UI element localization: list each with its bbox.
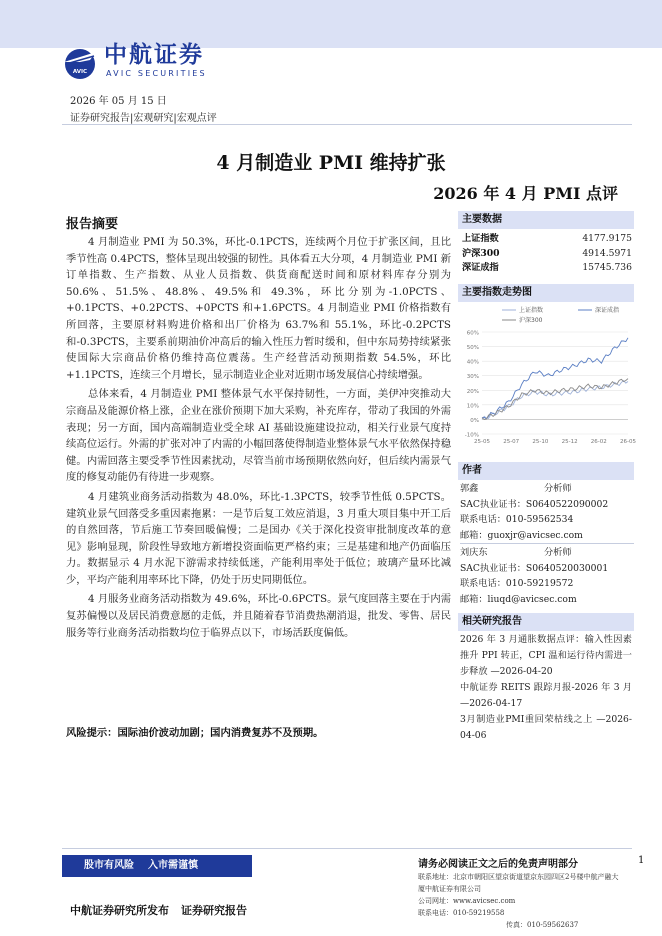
author-name: 郭鑫: [460, 483, 479, 494]
author-block: [460, 545, 634, 607]
related-report-link[interactable]: 中航证券 REITS 跟踪月报-2026 年 3 月 —2026-04-17: [460, 682, 632, 709]
author-sac: SAC执业证书：S0640520030001: [460, 562, 609, 574]
disclaimer-notice: 请务必阅读正文之后的免责声明部分: [418, 859, 578, 870]
related-reports-list: [460, 632, 632, 744]
index-trend-chart: [458, 302, 634, 452]
author-email[interactable]: 邮箱：liuqd@avicsec.com: [460, 593, 577, 605]
index-name: 深证成指: [462, 262, 499, 273]
key-data-table: [460, 232, 634, 276]
website[interactable]: 公司网址：www.avicsec.com: [418, 897, 516, 905]
x-tick-label: 25-07: [503, 439, 520, 445]
author-block: [460, 481, 634, 543]
key-data-row: [460, 261, 634, 276]
legend-label: 上证指数: [519, 307, 544, 314]
index-trend-chart-svg: [458, 302, 634, 452]
author-sac: SAC执业证书：S0640522090002: [460, 498, 609, 510]
authors-heading: 作者: [458, 462, 634, 480]
key-data-row: [460, 247, 634, 262]
author-role: 分析师: [544, 483, 572, 494]
summary-paragraph: 总体来看，4 月制造业 PMI 整体景气水平保持韧性，一方面，美伊冲突推动大宗商品及能源价格上涨，企业在涨价预期下加大采购，补充库存，带动了我国的外需表现；另一方面，国内高端制造业受全球 AI 基础设施建设拉动，相关行业景气度持续高位运行。外需的扩张对冲了内需的小幅回落使得制造业整体景气水平依然保持稳健。内需回落主要受季节性因素扰动，尽管当前市场预期依然向好，但后续内需景气度的修复动能仍有待进一步观察。: [66, 388, 451, 484]
report-category: 证券研究报告|宏观研究|宏观点评: [70, 113, 217, 124]
publisher: [70, 902, 247, 918]
related-report-link[interactable]: 2026 年 3 月通胀数据点评：输入性因素推升 PPI 转正，CPI 温和运行待内需进一步释放 —2026-04-20: [460, 634, 632, 677]
author-divider: [460, 543, 634, 544]
y-tick-label: 50%: [466, 345, 479, 352]
footer-divider: [62, 848, 632, 849]
index-value: 15745.736: [582, 262, 632, 273]
risk-banner: [62, 855, 252, 877]
legend-label: 深证成指: [595, 307, 620, 314]
y-tick-label: 10%: [466, 403, 479, 410]
author-role: 分析师: [544, 547, 572, 558]
y-tick-label: 20%: [466, 388, 479, 395]
related-heading: 相关研究报告: [458, 613, 634, 631]
y-tick-label: 40%: [466, 359, 479, 366]
risk-banner-text: 入市需谨慎: [148, 860, 198, 871]
index-name: 沪深300: [462, 247, 500, 259]
fax: 传真：010-59562637: [506, 921, 579, 929]
key-data-row: [460, 232, 634, 247]
summary-paragraph: 4 月建筑业商务活动指数为 48.0%，环比-1.3PCTS，较季节性低 0.5PCTS。建筑业景气回落受多重因素拖累：一是节后复工效应消退，3 月重大项目集中开工后的自然回落，节后施工节奏回暖偏慢；二是国办《关于深化投资审批制度改革的意见》影响显现，阶段性导致地方新增投资面临更严格约束；三是基建和地产仍面临压力。数据显示 4 月水泥下游需求持续低迷，产能利用率处于低位；玻璃产量环比减少，平均产能利用率环比下降，仍处于历史同期低位。: [66, 490, 451, 586]
x-tick-label: 26-05: [620, 439, 636, 445]
y-tick-label: 0%: [470, 417, 479, 424]
page-number: 1: [638, 855, 645, 866]
y-tick-label: -10%: [464, 432, 479, 439]
series-line: [482, 338, 628, 419]
x-tick-label: 25-10: [532, 439, 549, 445]
summary-paragraph: 4 月制造业 PMI 为 50.3%，环比-0.1PCTS，连续两个月位于扩张区间，且比季节性高 0.4PCTS，整体呈现出较强的韧性。具体看五大分项，4 月制造业 PMI 新订单指数、生产指数、从业人员指数、供货商配送时间和原材料库存分别为 50.6%、51.5%、48.8%、49.5%和 49.3%，环比分别为-1.0PCTS、+0.1PCTS、+0.2PCTS、+0PCTS 和+1.6PCTS。4 月制造业 PMI 价格指数有所回落，主要原材料购进价格和出厂价格为 63.7%和 55.1%，环比-0.2PCTS 和-0.3PCTS，主要系前期油价冲高后的输入性压力暂时缓和，但中东局势持续紧张使国际大宗商品价格仍维持高位震荡。生产经营活动预期指数 54.5%，环比+1.1PCTS，连续三个月增长，显示制造业企业对近期市场发展信心持续增强。: [66, 236, 451, 381]
summary-heading: 报告摘要: [66, 217, 119, 232]
related-report-link[interactable]: 3月制造业PMI重回荣枯线之上 —2026-04-06: [460, 714, 632, 741]
y-tick-label: 30%: [466, 374, 479, 381]
author-email[interactable]: 邮箱：guoxjr@avicsec.com: [460, 529, 583, 541]
author-name: 刘庆东: [460, 547, 488, 558]
risk-banner-text: 股市有风险: [84, 860, 134, 871]
legend-label: 沪深300: [519, 317, 543, 324]
publisher-type: 证券研究报告: [181, 904, 247, 917]
author-phone: 联系电话：010-59562534: [460, 514, 574, 525]
report-title: 4 月制造业 PMI 维持扩张: [216, 152, 446, 174]
x-tick-label: 26-02: [590, 439, 607, 445]
risk-warning: 风险提示：国际油价波动加剧；国内消费复苏不及预期。: [66, 727, 324, 739]
series-line: [482, 381, 628, 420]
report-date: 2026 年 05 月 15 日: [70, 96, 167, 107]
index-value: 4914.5971: [582, 247, 632, 259]
x-tick-label: 25-05: [474, 439, 490, 445]
publisher-name: 中航证券研究所发布: [70, 904, 169, 917]
author-phone: 联系电话：010-59219572: [460, 578, 574, 589]
contact-info: [418, 871, 624, 929]
top-band: [0, 0, 662, 48]
emblem-text: AVIC: [72, 69, 88, 75]
address: 联系地址：北京市朝阳区望京街道望京东园四区2号楼中航产融大厦中航证券有限公司: [418, 873, 619, 893]
index-value: 4177.9175: [582, 233, 632, 244]
avic-emblem-icon: [60, 42, 100, 82]
report-subtitle: 2026 年 4 月 PMI 点评: [433, 184, 618, 203]
x-tick-label: 25-12: [561, 439, 578, 445]
brand-name-cn: 中航证券: [104, 42, 204, 68]
key-data-heading: 主要数据: [458, 211, 634, 229]
brand-name-en: AVIC SECURITIES: [106, 69, 207, 78]
divider: [62, 124, 632, 125]
company-logo: [60, 42, 230, 82]
phone: 联系电话：010-59219558: [418, 909, 505, 917]
index-name: 上证指数: [462, 233, 499, 244]
summary-paragraph: 4 月服务业商务活动指数为 49.6%，环比-0.6PCTS。景气度回落主要在于内需复苏偏慢以及居民消费意愿的走低，并且随着春节消费热潮消退，批发、零售、居民服务等行业商务活动指数均位于临界点以下，市场活跃度偏低。: [66, 593, 451, 639]
chart-heading: 主要指数走势图: [458, 284, 634, 302]
summary-body: [66, 234, 451, 644]
y-tick-label: 60%: [466, 330, 479, 337]
